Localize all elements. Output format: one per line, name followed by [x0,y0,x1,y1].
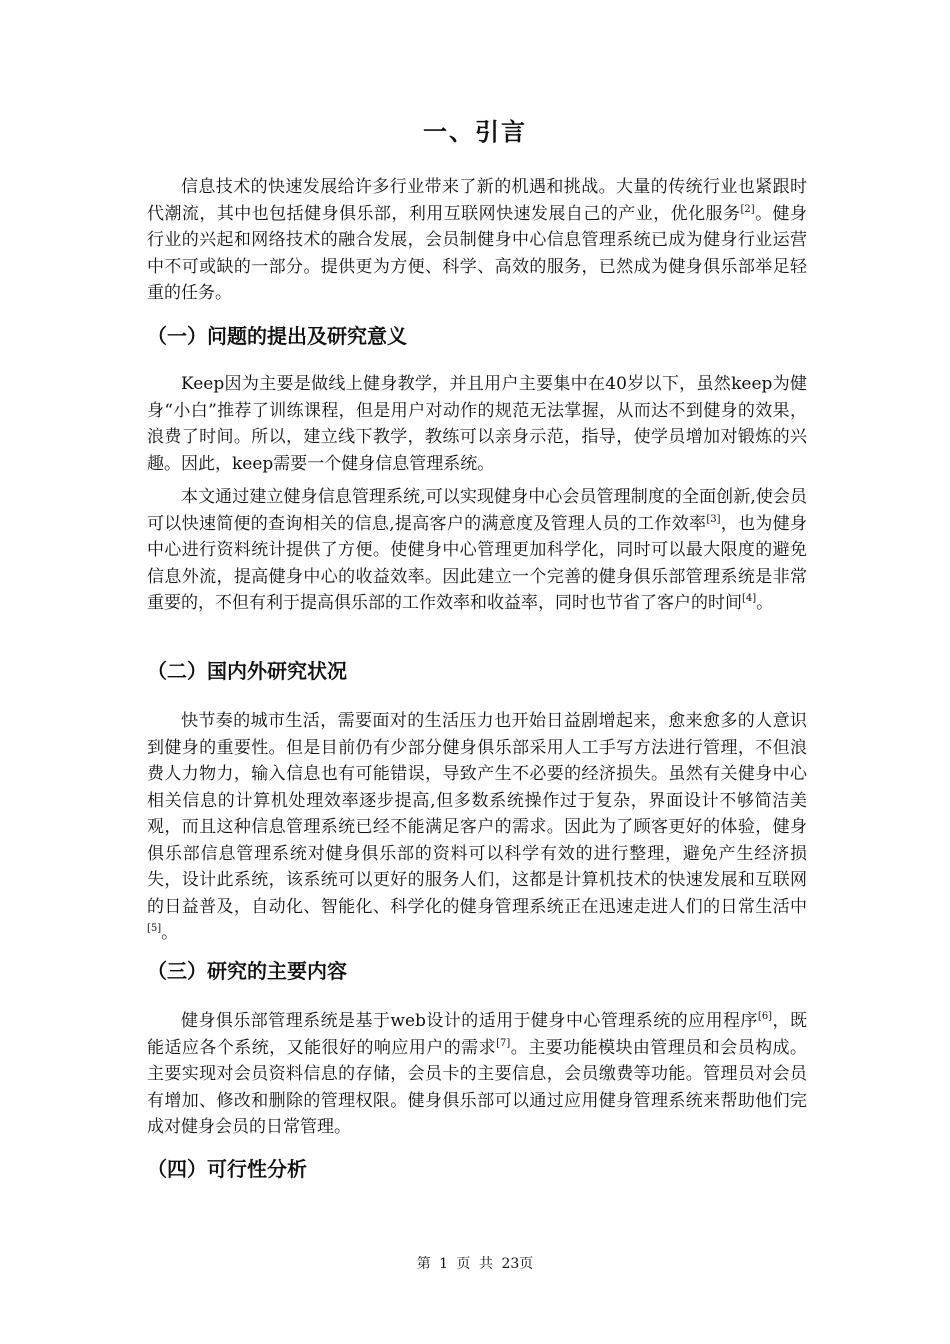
section-3-p1-text-1: 健身俱乐部管理系统是基于web设计的适用于健身中心管理系统的应用程序 [181,1011,758,1031]
citation-2: [2] [740,203,755,215]
section-heading-2: （二）国内外研究状况 [147,659,347,683]
section-2-p1-text-1: 快节奏的城市生活，需要面对的生活压力也开始日益剧增起来，愈来愈多的人意识到健身的重要性。但是目前仍有少部分健身俱乐部采用人工手写方法进行管理，不但浪费人力物力，输入信息也有可能错误，导致产生不必要的经济损失。虽然有关健身中心相关信息的计算机处理效率逐步提高,但多数系统操作过于复杂，界面设计不够简洁美观，而且这种信息管理系统已经不能满足客户的需求。因此为了顾客更好的体验，健身俱乐部信息管理系统对健身俱乐部的资料可以科学有效的进行整理，避免产生经济损失，设计此系统，该系统可以更好的服务人们，这都是计算机技术的快速发展和互联网的日益普及，自动化、智能化、科学化的健身管理系统正在迅速走进人们的日常生活中 [147,711,807,917]
citation-7: [7] [496,1037,511,1049]
citation-4: [4] [742,593,757,604]
section-heading-3: （三）研究的主要内容 [147,959,347,983]
intro-text-1: 信息技术的快速发展给许多行业带来了新的机遇和挑战。大量的传统行业也紧跟时代潮流，其中也包括健身俱乐部，利用互联网快速发展自己的产业，优化服务 [147,177,807,224]
citation-5: [5] [147,923,162,934]
section-1-paragraph-1: Keep因为主要是做线上健身教学，并且用户主要集中在40岁以下，虽然keep为健身“小白”推荐了训练课程，但是用户对动作的规范无法掌握，从而达不到健身的效果，浪费了时间。所以，建立线下教学，教练可以亲身示范，指导，使学员增加对锻炼的兴趣。因此，keep需要一个健身信息管理系统。 [147,374,807,474]
citation-3: [3] [706,513,721,525]
section-1-paragraph-2 [147,484,807,617]
section-1-p2-text-2: ，也为健身中心进行资料统计提供了方便。使健身中心管理更加科学化，同时可以最大限度的避免信息外流，提高健身中心的收益效率。因此建立一个完善的健身俱乐部管理系统是非常重要的，不但有利于提高俱乐部的工作效率和收益率，同时也节省了客户的时间 [147,513,808,613]
section-1-p2-text-3: 。 [756,593,774,613]
intro-paragraph [147,174,807,307]
section-3-p1-text-3: 。主要功能模块由管理员和会员构成。主要实现对会员资料信息的存储，会员卡的主要信息，会员缴费等功能。管理员对会员有增加、修改和删除的管理权限。健身俱乐部可以通过应用健身管理系统来帮助他们完成对健身会员的日常管理。 [147,1037,808,1137]
section-heading-1: （一）问题的提出及研究意义 [147,324,407,348]
page-footer: 第 1 页 共 23页 [416,1256,534,1272]
citation-6: [6] [757,1011,773,1022]
page-title: 一、引言 [423,117,527,146]
section-heading-4: （四）可行性分析 [147,1157,307,1181]
intro-text-2: 。健身行业的兴起和网络技术的融合发展，会员制健身中心信息管理系统已成为健身行业运营中不可或缺的一部分。提供更为方便、科学、高效的服务，已然成为健身俱乐部举足轻重的任务。 [147,203,808,303]
section-3-p1-text-2: ，既能适应各个系统，又能很好的响应用户的需求 [147,1011,807,1058]
section-1-p2-text-1: 本文通过建立健身信息管理系统,可以实现健身中心会员管理制度的全面创新,使会员可以快速简便的查询相关的信息,提高客户的满意度及管理人员的工作效率 [147,487,807,534]
section-2-paragraph-1 [147,708,807,947]
section-3-paragraph-1 [147,1008,807,1141]
section-2-p1-text-2: 。 [161,923,179,943]
